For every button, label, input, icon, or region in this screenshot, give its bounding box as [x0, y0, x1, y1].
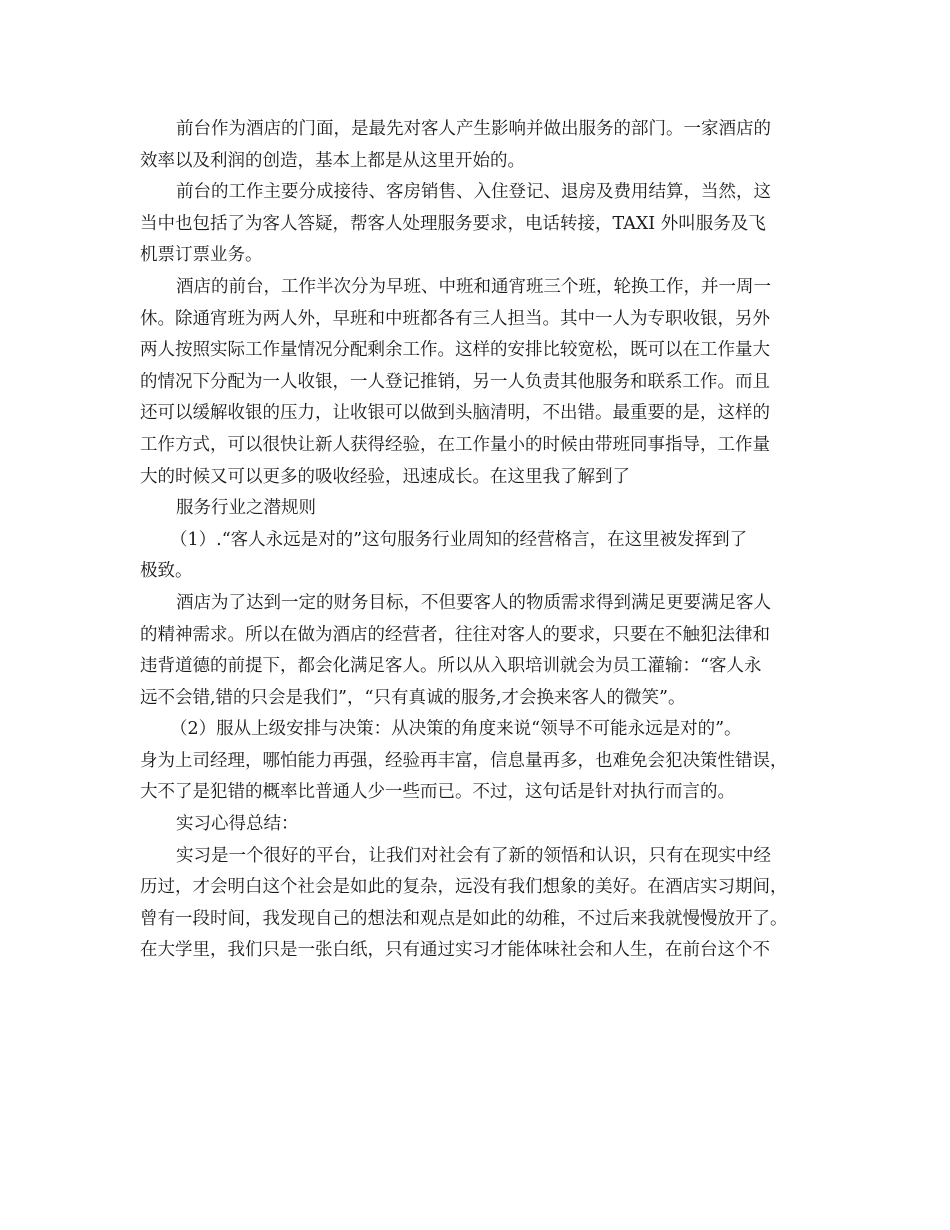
paragraph-line: 前台作为酒店的门面，是最先对客人产生影响并做出服务的部门。一家酒店的: [176, 119, 771, 139]
paragraph-line: 酒店的前台，工作半次分为早班、中班和通宵班三个班，轮换工作，并一周一: [176, 276, 771, 297]
paragraph-line: （1）.“客人永远是对的”这句服务行业周知的经营格言，在这里被发挥到了: [170, 529, 748, 550]
paragraph-line: 休。除通宵班为两人外，早班和中班都各有三人担当。其中一人为专职收银，另外: [140, 308, 770, 329]
paragraph-line: 违背道德的前提下，都会化满足客人。所以从入职培训就会为员工灌输：“客人永: [140, 656, 762, 677]
paragraph-line: 曾有一段时间，我发现自己的想法和观点是如此的幼稚，不过后来我就慢慢放开了。: [140, 908, 788, 929]
paragraph-line: 的精神需求。所以在做为酒店的经营者，往往对客人的要求，只要在不触犯法律和: [140, 624, 770, 645]
paragraph-line: 的情况下分配为一人收银，一人登记推销，另一人负责其他服务和联系工作。而且: [140, 371, 770, 392]
paragraph-line: 酒店为了达到一定的财务目标，不但要客人的物质需求得到满足更要满足客人: [176, 592, 771, 613]
paragraph-line: 效率以及利润的创造，基本上都是从这里开始的。: [140, 150, 525, 171]
paragraph-line: 历过，才会明白这个社会是如此的复杂，远没有我们想象的美好。在酒店实习期间，: [140, 877, 788, 898]
section-heading: 服务行业之潜规则: [176, 498, 316, 519]
paragraph-line: 实习是一个很好的平台，让我们对社会有了新的领悟和认识，只有在现实中经: [176, 845, 771, 866]
paragraph-line: 极致。: [140, 561, 193, 582]
paragraph-line: 远不会错,错的只会是我们”，“只有真诚的服务,才会换来客人的微笑”。: [140, 687, 686, 708]
paragraph-line: 大的时候又可以更多的吸收经验，迅速成长。在这里我了解到了: [140, 466, 630, 487]
paragraph-line: （2）服从上级安排与决策：从决策的角度来说“领导不可能永远是对的”。: [170, 719, 742, 740]
paragraph-line: 身为上司经理，哪怕能力再强，经验再丰富，信息量再多，也难免会犯决策性错误，: [140, 750, 788, 771]
section-heading: 实习心得总结：: [176, 814, 299, 835]
paragraph-line: 当中也包括了为客人答疑，帮客人处理服务要求，电话转接，TAXI 外叫服务及飞: [140, 213, 766, 234]
paragraph-line: 在大学里，我们只是一张白纸，只有通过实习才能体味社会和人生，在前台这个不: [140, 940, 770, 961]
paragraph-line: 两人按照实际工作量情况分配剩余工作。这样的安排比较宽松，既可以在工作量大: [140, 340, 770, 361]
paragraph-line: 大不了是犯错的概率比普通人少一些而已。不过，这句话是针对执行而言的。: [140, 782, 735, 803]
paragraph-line: 工作方式，可以很快让新人获得经验，在工作量小的时候由带班同事指导，工作量: [140, 434, 770, 455]
paragraph-line: 机票订票业务。: [140, 245, 263, 266]
paragraph-line: 前台的工作主要分成接待、客房销售、入住登记、退房及费用结算，当然，这: [176, 182, 771, 203]
document-body: [140, 114, 816, 967]
paragraph-line: 还可以缓解收银的压力，让收银可以做到头脑清明，不出错。最重要的是，这样的: [140, 403, 770, 424]
